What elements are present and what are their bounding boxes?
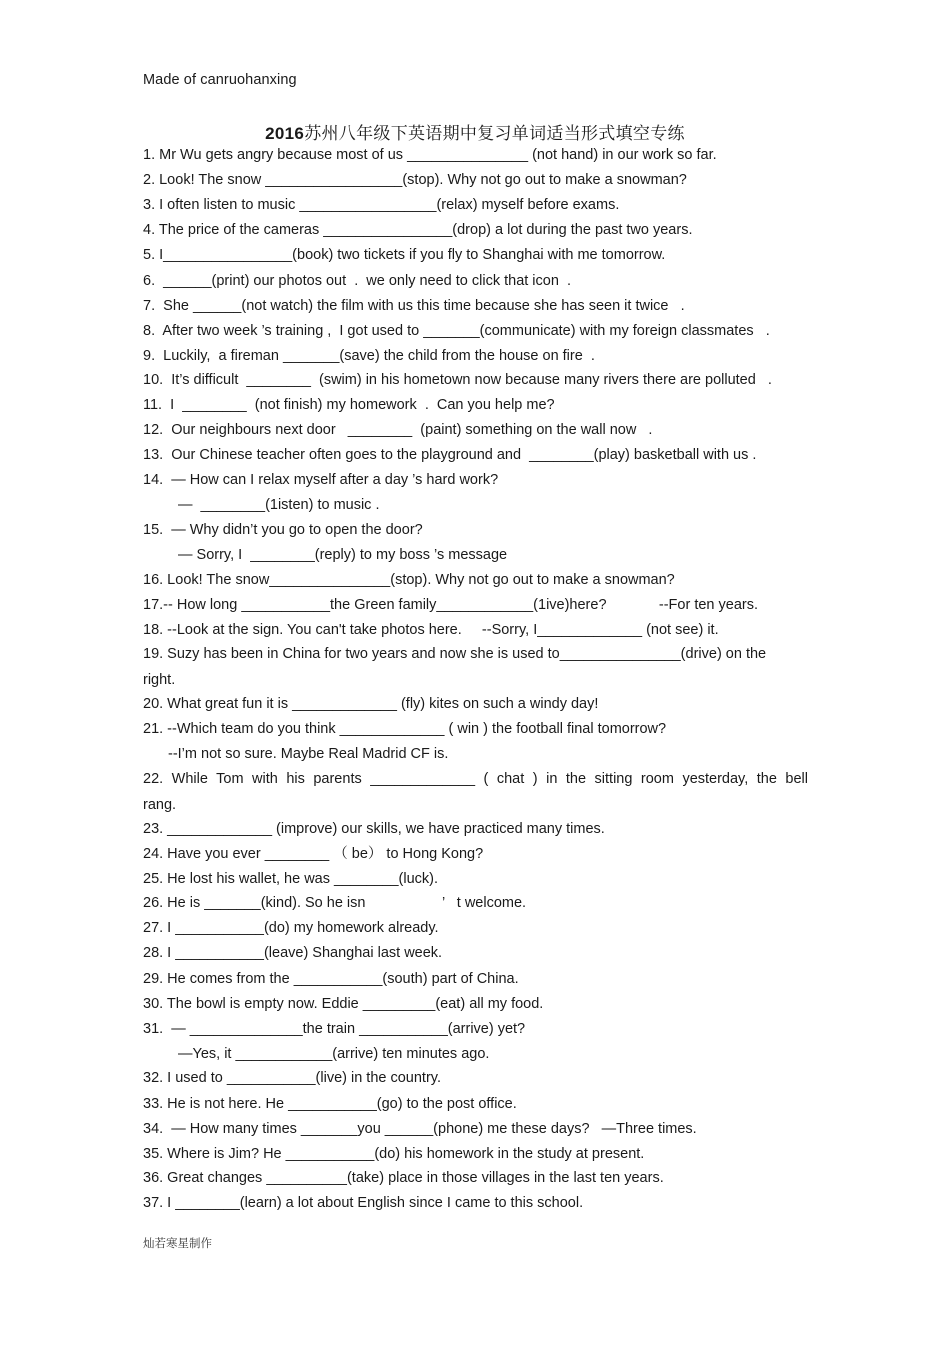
header-note: Made of canruohanxing: [143, 72, 297, 88]
footer-note: 灿若寒星制作: [143, 1236, 212, 1250]
exercise-line-8: 8. After two week ’s training , I got used to _______(communicate) with my foreign classmates .: [143, 323, 770, 339]
exercise-line-22: 22. While Tom with his parents _____________ ( chat ) in the sitting room yesterday, the bell: [143, 771, 808, 787]
exercise-line-27: 27. I ___________(do) my homework already.: [143, 920, 439, 936]
exercise-line-15-answer: — Sorry, I ________(reply) to my boss ’s message: [178, 547, 508, 563]
exercise-line-25: 25. He lost his wallet, he was ________(luck).: [143, 871, 438, 887]
exercise-line-16: 16. Look! The snow_______________(stop). Why not go out to make a snowman?: [143, 572, 675, 588]
exercise-line-29: 29. He comes from the ___________(south) part of China.: [143, 971, 519, 987]
exercise-line-24: 24. Have you ever ________ （ be） to Hong Kong?: [143, 846, 484, 862]
page-title: [0, 119, 950, 144]
exercise-line-6: 6. ______(print) our photos out . we only need to click that icon .: [143, 273, 571, 289]
exercise-line-35: 35. Where is Jim? He ___________(do) his homework in the study at present.: [143, 1146, 645, 1162]
exercise-line-19: 19. Suzy has been in China for two years and now she is used to_______________(drive) on the: [143, 646, 767, 662]
exercise-line-7: 7. She ______(not watch) the film with us this time because she has seen it twice .: [143, 298, 685, 314]
exercise-line-9: 9. Luckily, a fireman _______(save) the child from the house on fire .: [143, 348, 595, 364]
exercise-line-19-cont: right.: [143, 672, 176, 688]
exercise-line-15: 15. — Why didn’t you go to open the door?: [143, 522, 423, 538]
exercise-line-31-answer: —Yes, it ____________(arrive) ten minutes ago.: [178, 1046, 490, 1062]
exercise-line-14: 14. — How can I relax myself after a day ’s hard work?: [143, 472, 499, 488]
exercise-line-22-cont: rang.: [143, 797, 177, 813]
exercise-line-3: 3. I often listen to music _________________(relax) myself before exams.: [143, 197, 620, 213]
exercise-line-10: 10. It’s difficult ________ (swim) in his hometown now because many rivers there are polluted .: [143, 372, 772, 388]
exercise-line-11: 11. I ________ (not finish) my homework . Can you help me?: [143, 397, 555, 413]
exercise-line-14-answer: — ________(1isten) to music .: [178, 497, 380, 513]
exercise-line-21-answer: --I’m not so sure. Maybe Real Madrid CF is.: [168, 746, 449, 762]
exercise-line-4: 4. The price of the cameras ________________(drop) a lot during the past two years.: [143, 222, 693, 238]
title-year: 2016: [265, 124, 305, 143]
exercise-line-34: 34. — How many times _______you ______(phone) me these days? —Three times.: [143, 1121, 697, 1137]
exercise-line-36: 36. Great changes __________(take) place in those villages in the last ten years.: [143, 1170, 664, 1186]
exercise-line-33: 33. He is not here. He ___________(go) to the post office.: [143, 1096, 517, 1112]
exercise-line-31: 31. — ______________the train ___________(arrive) yet?: [143, 1021, 526, 1037]
exercise-line-2: 2. Look! The snow _________________(stop). Why not go out to make a snowman?: [143, 172, 687, 188]
exercise-line-37: 37. I ________(learn) a lot about English since I came to this school.: [143, 1195, 584, 1211]
exercise-line-23: 23. _____________ (improve) our skills, we have practiced many times.: [143, 821, 605, 837]
exercise-line-30: 30. The bowl is empty now. Eddie _________(eat) all my food.: [143, 996, 544, 1012]
exercise-line-18: 18. --Look at the sign. You can't take photos here. --Sorry, I_____________ (not see) it.: [143, 622, 719, 638]
exercise-line-26: 26. He is _______(kind). So he isn ’ t welcome.: [143, 895, 527, 911]
title-text: 苏州八年级下英语期中复习单词适当形式填空专练: [304, 124, 685, 143]
exercise-line-28: 28. I ___________(leave) Shanghai last week.: [143, 945, 443, 961]
exercise-line-17: 17.-- How long ___________the Green family____________(1ive)here? --For ten years.: [143, 597, 758, 613]
exercise-line-21: 21. --Which team do you think _____________ ( win ) the football final tomorrow?: [143, 721, 667, 737]
exercise-line-13: 13. Our Chinese teacher often goes to the playground and ________(play) basketball with us .: [143, 447, 757, 463]
exercise-line-32: 32. I used to ___________(live) in the country.: [143, 1070, 441, 1086]
exercise-line-1: 1. Mr Wu gets angry because most of us _______________ (not hand) in our work so far.: [143, 147, 717, 163]
exercise-line-20: 20. What great fun it is _____________ (fly) kites on such a windy day!: [143, 696, 599, 712]
exercise-line-12: 12. Our neighbours next door ________ (paint) something on the wall now .: [143, 422, 653, 438]
exercise-line-5: 5. I________________(book) two tickets if you fly to Shanghai with me tomorrow.: [143, 247, 666, 263]
